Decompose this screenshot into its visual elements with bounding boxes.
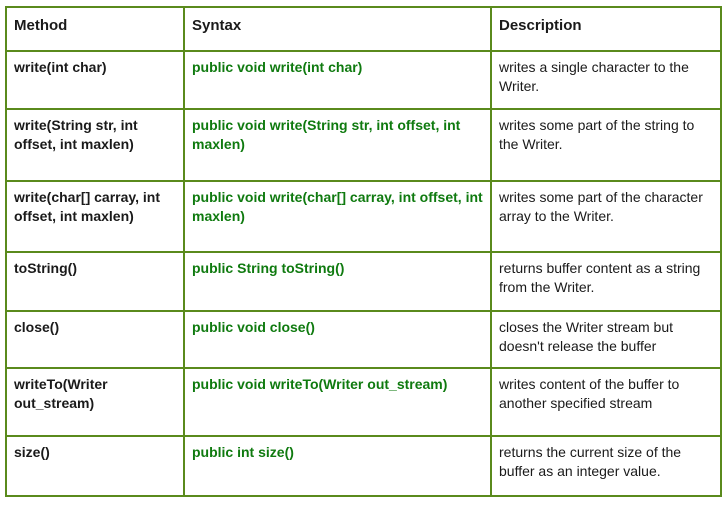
table-row — [6, 311, 721, 368]
description-cell: writes some part of the character array to the Writer. — [491, 181, 721, 252]
method-cell: writeTo(Writer out_stream) — [6, 368, 184, 436]
description-cell: writes some part of the string to the Writer. — [491, 109, 721, 181]
syntax-cell: public void write(int char) — [184, 51, 491, 109]
table-row — [6, 436, 721, 496]
method-cell: write(String str, int offset, int maxlen) — [6, 109, 184, 181]
table-row — [6, 51, 721, 109]
syntax-cell: public int size() — [184, 436, 491, 496]
header-description: Description — [491, 7, 721, 51]
method-cell: write(int char) — [6, 51, 184, 109]
description-cell: returns the current size of the buffer as an integer value. — [491, 436, 721, 496]
table-row — [6, 109, 721, 181]
header-syntax: Syntax — [184, 7, 491, 51]
method-cell: size() — [6, 436, 184, 496]
table-row — [6, 181, 721, 252]
method-cell: write(char[] carray, int offset, int maxlen) — [6, 181, 184, 252]
method-cell: toString() — [6, 252, 184, 311]
description-cell: writes content of the buffer to another specified stream — [491, 368, 721, 436]
description-cell: returns buffer content as a string from the Writer. — [491, 252, 721, 311]
header-method: Method — [6, 7, 184, 51]
syntax-cell: public void close() — [184, 311, 491, 368]
syntax-cell: public void writeTo(Writer out_stream) — [184, 368, 491, 436]
method-cell: close() — [6, 311, 184, 368]
table-row — [6, 252, 721, 311]
syntax-cell: public void write(String str, int offset, int maxlen) — [184, 109, 491, 181]
syntax-cell: public void write(char[] carray, int offset, int maxlen) — [184, 181, 491, 252]
table-header-row — [6, 7, 721, 51]
description-cell: closes the Writer stream but doesn't release the buffer — [491, 311, 721, 368]
description-cell: writes a single character to the Writer. — [491, 51, 721, 109]
methods-table — [5, 6, 722, 497]
table-row — [6, 368, 721, 436]
syntax-cell: public String toString() — [184, 252, 491, 311]
